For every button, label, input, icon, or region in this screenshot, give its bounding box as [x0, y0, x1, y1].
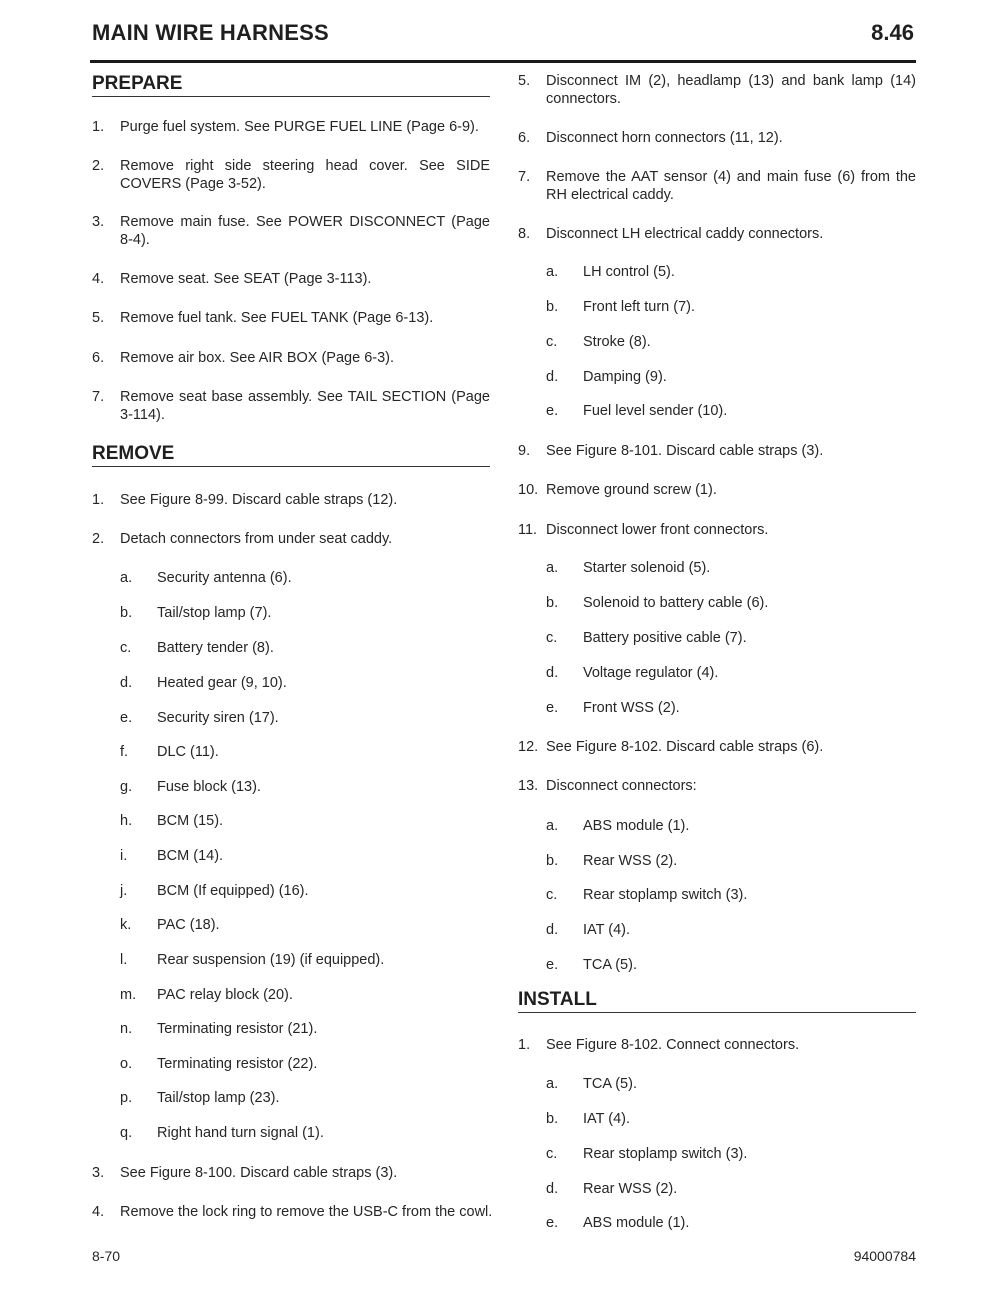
step-number: 5.	[92, 310, 105, 326]
step-text: Remove fuel tank. See FUEL TANK (Page 6-13).	[120, 310, 434, 326]
sub-step-text: Terminating resistor (22).	[157, 1056, 318, 1072]
sub-step-text: Right hand turn signal (1).	[157, 1125, 324, 1141]
step-number: 9.	[518, 443, 531, 459]
sub-step-letter: d.	[546, 665, 559, 681]
sub-step-letter: d.	[546, 922, 559, 938]
sub-step-letter: b.	[546, 853, 559, 869]
step-number: 3.	[92, 214, 105, 230]
step-text: See Figure 8-101. Discard cable straps (3).	[546, 443, 824, 459]
sub-step-letter: a.	[546, 264, 559, 280]
sub-step-text: Tail/stop lamp (23).	[157, 1090, 280, 1106]
sub-step-text: Rear WSS (2).	[583, 1181, 678, 1197]
sub-step-letter: c.	[546, 630, 558, 646]
sub-step-letter: b.	[546, 595, 559, 611]
sub-step-text: Starter solenoid (5).	[583, 560, 711, 576]
step-number: 6.	[92, 350, 105, 366]
step-number: 7.	[518, 169, 531, 185]
step-text: Remove right side steering head cover. See SIDE COVERS (Page 3-52).	[120, 158, 490, 192]
sub-step-letter: n.	[120, 1021, 133, 1037]
sub-step-text: Tail/stop lamp (7).	[157, 605, 272, 621]
sub-step-text: ABS module (1).	[583, 1215, 690, 1231]
sub-step-letter: i.	[120, 848, 128, 864]
sub-step-letter: a.	[120, 570, 133, 586]
sub-step-text: DLC (11).	[157, 744, 219, 760]
step-number: 1.	[92, 492, 105, 508]
sub-step-letter: a.	[546, 560, 559, 576]
sub-step-text: Stroke (8).	[583, 334, 651, 350]
step-text: Disconnect horn connectors (11, 12).	[546, 130, 783, 146]
page-number-footer: 8-70	[92, 1248, 121, 1264]
sub-step-text: BCM (15).	[157, 813, 224, 829]
step-number: 1.	[518, 1037, 531, 1053]
document-number: 94000784	[853, 1248, 916, 1264]
sub-step-letter: c.	[546, 887, 558, 903]
sub-step-letter: e.	[546, 1215, 559, 1231]
section-heading-install: INSTALL	[518, 988, 916, 1013]
step-text: Remove main fuse. See POWER DISCONNECT (Page 8-4).	[120, 214, 490, 248]
sub-step-text: IAT (4).	[583, 1111, 630, 1127]
step-text: Disconnect LH electrical caddy connectors.	[546, 226, 824, 242]
sub-step-text: Battery positive cable (7).	[583, 630, 747, 646]
sub-step-text: BCM (14).	[157, 848, 224, 864]
sub-step-letter: e.	[120, 710, 133, 726]
sub-step-text: BCM (If equipped) (16).	[157, 883, 309, 899]
step-text: See Figure 8-99. Discard cable straps (12).	[120, 492, 398, 508]
section-heading-prepare: PREPARE	[92, 72, 490, 97]
step-text: See Figure 8-102. Connect connectors.	[546, 1037, 800, 1053]
step-text: See Figure 8-100. Discard cable straps (3).	[120, 1165, 398, 1181]
sub-step-text: Solenoid to battery cable (6).	[583, 595, 769, 611]
section-number: 8.46	[871, 20, 914, 45]
sub-step-letter: d.	[120, 675, 133, 691]
step-number: 10.	[518, 482, 539, 498]
step-text: Remove ground screw (1).	[546, 482, 717, 498]
step-number: 2.	[92, 158, 105, 174]
sub-step-letter: k.	[120, 917, 132, 933]
sub-step-text: Rear suspension (19) (if equipped).	[157, 952, 385, 968]
page-title: MAIN WIRE HARNESS	[92, 20, 329, 45]
step-number: 11.	[518, 522, 538, 538]
sub-step-text: Damping (9).	[583, 369, 667, 385]
sub-step-text: PAC (18).	[157, 917, 220, 933]
sub-step-letter: j.	[120, 883, 128, 899]
step-number: 13.	[518, 778, 539, 794]
sub-step-text: IAT (4).	[583, 922, 630, 938]
sub-step-text: Rear WSS (2).	[583, 853, 678, 869]
sub-step-text: Fuel level sender (10).	[583, 403, 728, 419]
sub-step-letter: a.	[546, 818, 559, 834]
sub-step-letter: c.	[546, 334, 558, 350]
sub-step-letter: d.	[546, 1181, 559, 1197]
sub-step-letter: m.	[120, 987, 137, 1003]
sub-step-text: ABS module (1).	[583, 818, 690, 834]
sub-step-text: Terminating resistor (21).	[157, 1021, 318, 1037]
sub-step-letter: b.	[546, 299, 559, 315]
step-text: Remove seat base assembly. See TAIL SECTION (Page 3-114).	[120, 389, 490, 423]
sub-step-letter: b.	[120, 605, 133, 621]
sub-step-letter: c.	[120, 640, 132, 656]
sub-step-text: Voltage regulator (4).	[583, 665, 719, 681]
step-number: 8.	[518, 226, 531, 242]
sub-step-text: Front left turn (7).	[583, 299, 696, 315]
sub-step-text: Front WSS (2).	[583, 700, 680, 716]
sub-step-letter: c.	[546, 1146, 558, 1162]
step-text: Remove seat. See SEAT (Page 3-113).	[120, 271, 372, 287]
step-number: 6.	[518, 130, 531, 146]
step-number: 4.	[92, 1204, 105, 1220]
sub-step-letter: o.	[120, 1056, 133, 1072]
step-text: Remove the AAT sensor (4) and main fuse (6) from the RH electrical caddy.	[546, 169, 916, 203]
step-text: See Figure 8-102. Discard cable straps (6).	[546, 739, 824, 755]
sub-step-letter: e.	[546, 957, 559, 973]
sub-step-text: Heated gear (9, 10).	[157, 675, 287, 691]
sub-step-letter: p.	[120, 1090, 133, 1106]
sub-step-letter: q.	[120, 1125, 133, 1141]
section-heading-remove: REMOVE	[92, 442, 490, 467]
sub-step-text: Rear stoplamp switch (3).	[583, 887, 748, 903]
sub-step-letter: a.	[546, 1076, 559, 1092]
sub-step-text: TCA (5).	[583, 957, 637, 973]
step-number: 2.	[92, 531, 105, 547]
sub-step-letter: f.	[120, 744, 129, 760]
step-number: 7.	[92, 389, 105, 405]
sub-step-text: Rear stoplamp switch (3).	[583, 1146, 748, 1162]
sub-step-text: Security antenna (6).	[157, 570, 292, 586]
step-number: 1.	[92, 119, 105, 135]
sub-step-letter: g.	[120, 779, 133, 795]
sub-step-text: Fuse block (13).	[157, 779, 261, 795]
step-text: Disconnect connectors:	[546, 778, 697, 794]
sub-step-text: PAC relay block (20).	[157, 987, 293, 1003]
sub-step-text: Battery tender (8).	[157, 640, 274, 656]
sub-step-letter: e.	[546, 403, 559, 419]
step-text: Remove the lock ring to remove the USB-C from the cowl.	[120, 1204, 493, 1220]
sub-step-text: LH control (5).	[583, 264, 675, 280]
sub-step-letter: e.	[546, 700, 559, 716]
step-text: Disconnect lower front connectors.	[546, 522, 769, 538]
sub-step-text: Security siren (17).	[157, 710, 279, 726]
step-text: Purge fuel system. See PURGE FUEL LINE (Page 6-9).	[120, 119, 479, 135]
step-text: Remove air box. See AIR BOX (Page 6-3).	[120, 350, 395, 366]
step-number: 4.	[92, 271, 105, 287]
step-text: Disconnect IM (2), headlamp (13) and bank lamp (14) connectors.	[546, 73, 916, 107]
header-rule	[90, 60, 916, 63]
step-number: 3.	[92, 1165, 105, 1181]
sub-step-letter: d.	[546, 369, 559, 385]
sub-step-letter: h.	[120, 813, 133, 829]
step-number: 5.	[518, 73, 531, 89]
step-number: 12.	[518, 739, 539, 755]
sub-step-letter: l.	[120, 952, 128, 968]
sub-step-letter: b.	[546, 1111, 559, 1127]
sub-step-text: TCA (5).	[583, 1076, 637, 1092]
step-text: Detach connectors from under seat caddy.	[120, 531, 393, 547]
